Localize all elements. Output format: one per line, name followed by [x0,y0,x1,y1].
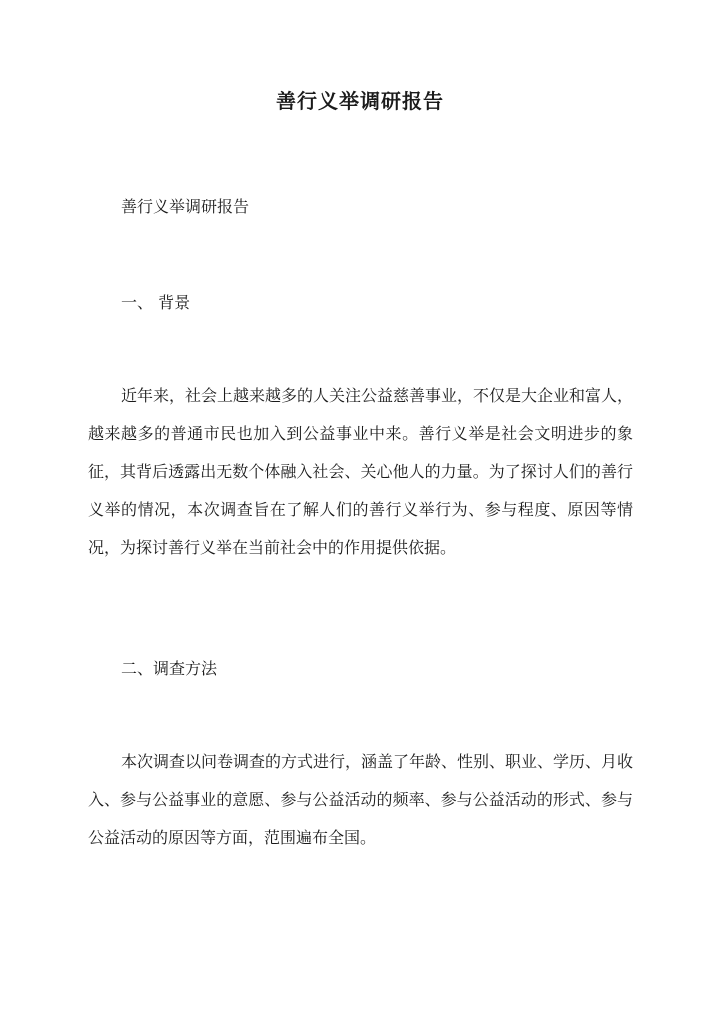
document-subtitle: 善行义举调研报告 [121,197,250,216]
document-title: 善行义举调研报告 [276,89,444,113]
section-heading-background: 一、 背景 [121,293,191,312]
section-body-background: 近年来，社会上越来越多的人关注公益慈善事业，不仅是大企业和富人，越来越多的普通市民也加入到公益事业中来。善行义举是社会文明进步的象征，其背后透露出无数个体融入社会、关心他人的力量。为了探讨人们的善行义举的情况，本次调查旨在了解人们的善行义举行为、参与程度、原因等情况，为探讨善行义举在当前社会中的作用提供依据。 [88,386,634,557]
section-heading-method: 二、调查方法 [121,659,218,678]
section-body-method: 本次调查以问卷调查的方式进行，涵盖了年龄、性别、职业、学历、月收入、参与公益事业的意愿、参与公益活动的频率、参与公益活动的形式、参与公益活动的原因等方面，范围遍布全国。 [88,752,634,847]
